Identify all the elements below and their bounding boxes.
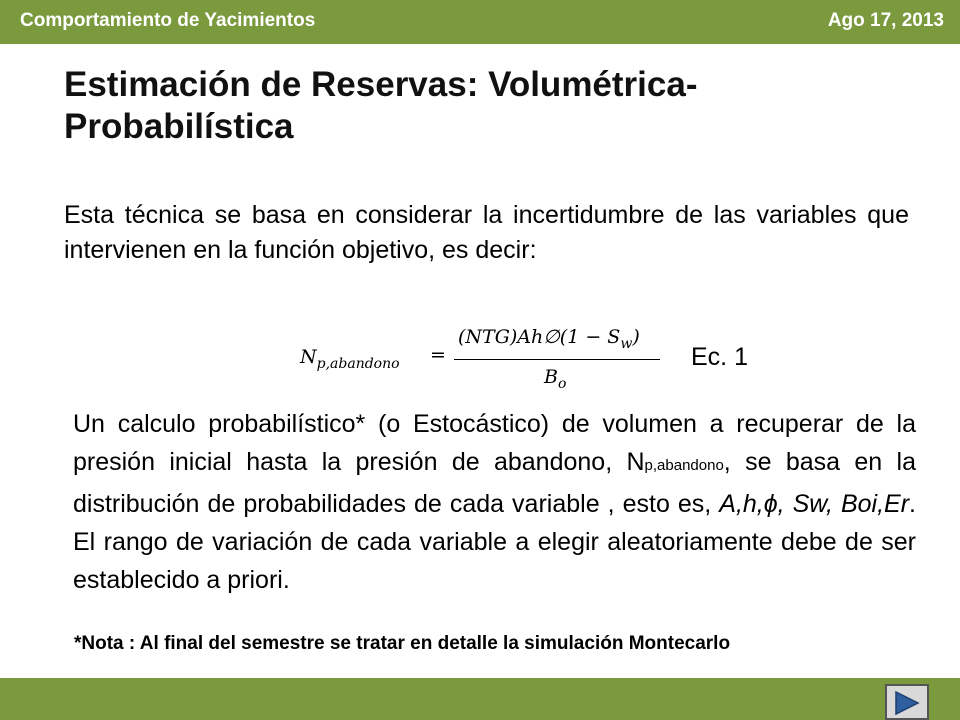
equation-numerator: (NTG)Ah∅(1 − $S_w$) [458,326,640,352]
equation-denominator: $B_o$ [544,366,567,392]
equation-label: Ec. 1 [691,343,748,371]
equals-sign: = [430,344,446,366]
intro-paragraph: Esta técnica se basa en considerar la incertidumbre de las variables que intervienen en la función objetivo, es decir: [64,201,909,264]
footer-bar [0,678,960,720]
variables-list: A,h,ϕ, Sw, Boi,Er [719,490,910,518]
slide-title: Estimación de Reservas: Volumétrica-Probabilística [64,65,698,146]
subscript: p,abandono [644,457,724,474]
date: Ago 17, 2013 [827,10,944,31]
header-bar [0,0,960,44]
next-slide-button[interactable] [885,684,929,720]
course-title: Comportamiento de Yacimientos [20,10,316,31]
fraction-bar [454,359,660,360]
equation-lhs: $N_{p,abandono}$ [300,346,400,372]
footnote: *Nota : Al final del semestre se tratar en detalle la simulación Montecarlo [74,633,731,654]
next-arrow-icon [893,690,921,716]
body-paragraph: Un calculo probabilístico* (o Estocástico) de volumen a recuperar de la presión inicial hasta la presión de abandono, Np,abandono, se basa en la distribución de probabilidades de cada variable , esto es, A,h,ϕ, Sw, Boi,Er. El rango de variación de cada variable a elegir aleatoriamente debe de ser establecido a priori. [73,410,916,594]
